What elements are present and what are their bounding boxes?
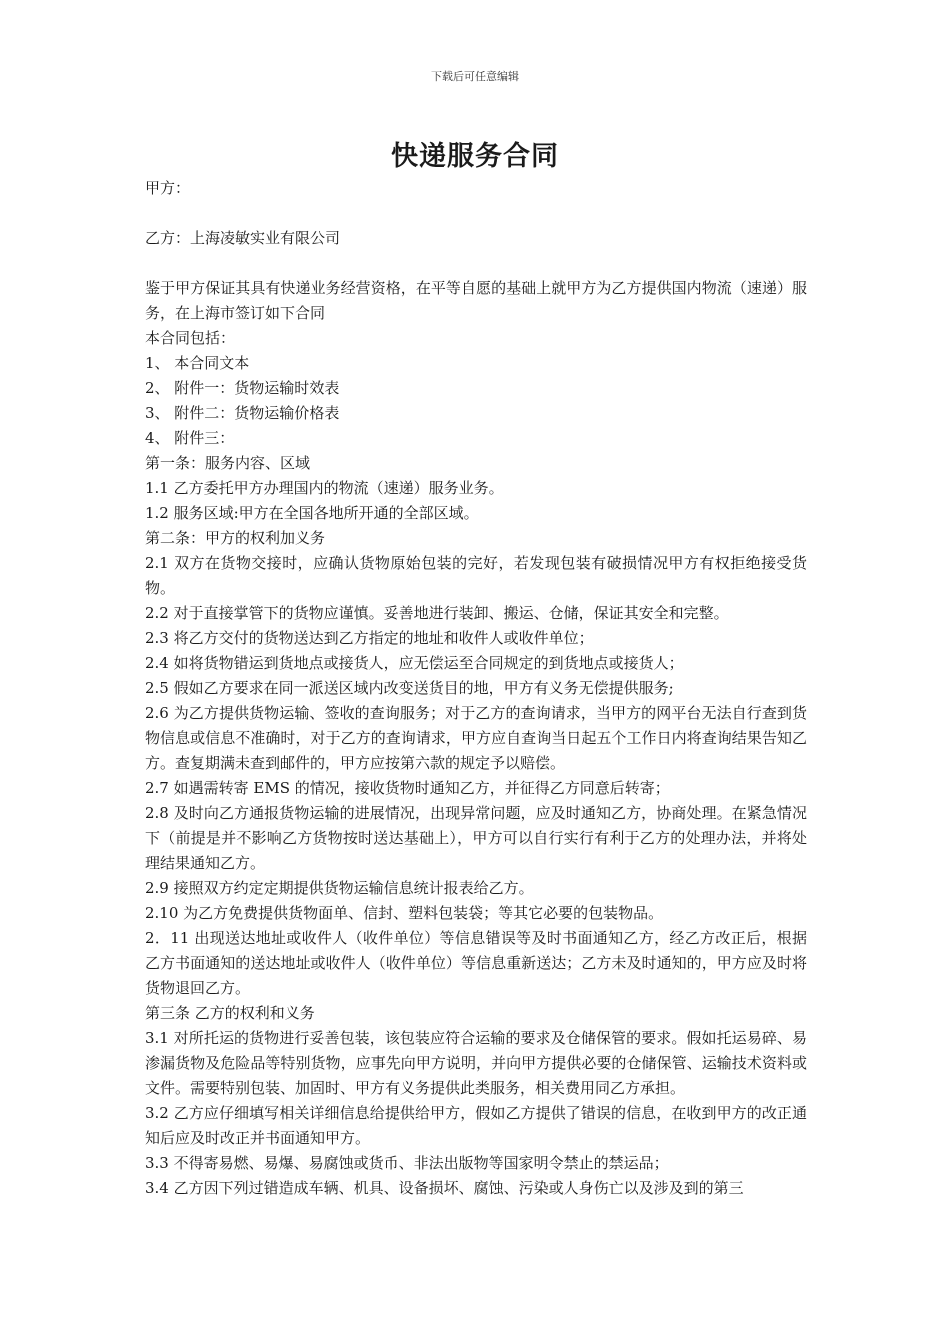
contract-includes-heading: 本合同包括：: [145, 329, 236, 347]
document-body: [145, 176, 807, 1201]
clause-2-4: 2.4 如将货物错运到货地点或接货人，应无偿运至合同规定的到货地点或接货人；: [145, 654, 684, 672]
list-item: 3、 附件二：货物运输价格表: [145, 404, 340, 422]
clause-3-4: 3.4 乙方因下列过错造成车辆、机具、设备损坏、腐蚀、污染或人身伤亡以及涉及到的第三: [145, 1179, 744, 1197]
clause-1-1: 1.1 乙方委托甲方办理国内的物流（速递）服务业务。: [145, 479, 504, 497]
clause-2-11: 2．11 出现送达地址或收件人（收件单位）等信息错误等及时书面通知乙方，经乙方改正后，根据乙方书面通知的送达地址或收件人（收件单位）等信息重新送达；乙方未及时通知的，甲方应及时将货物退回乙方。: [145, 929, 807, 997]
clause-2-7: 2.7 如遇需转寄 EMS 的情况，接收货物时通知乙方，并征得乙方同意后转寄；: [145, 779, 670, 797]
preamble-paragraph: 鉴于甲方保证其具有快递业务经营资格，在平等自愿的基础上就甲方为乙方提供国内物流（速递）服务，在上海市签订如下合同: [145, 279, 807, 322]
list-item: 4、 附件三：: [145, 429, 235, 447]
clause-2-5: 2.5 假如乙方要求在同一派送区域内改变送货目的地，甲方有义务无偿提供服务;: [145, 679, 674, 697]
list-item: 1、 本合同文本: [145, 354, 250, 372]
party-b-line: 乙方：上海凌敏实业有限公司: [145, 229, 341, 247]
clause-2-8: 2.8 及时向乙方通报货物运输的进展情况，出现异常问题，应及时通知乙方，协商处理。在紧急情况下（前提是并不影响乙方货物按时送达基础上），甲方可以自行实行有利于乙方的处理办法，并将处理结果通知乙方。: [145, 804, 807, 872]
clause-2-10: 2.10 为乙方免费提供货物面单、信封、塑料包装袋；等其它必要的包装物品。: [145, 904, 664, 922]
clause-3-1: 3.1 对所托运的货物进行妥善包装，该包装应符合运输的要求及仓储保管的要求。假如托运易碎、易渗漏货物及危险品等特别货物，应事先向甲方说明，并向甲方提供必要的仓储保管、运输技术资料或文件。需要特别包装、加固时、甲方有义务提供此类服务，相关费用同乙方承担。: [145, 1029, 807, 1097]
clause-2-6: 2.6 为乙方提供货物运输、签收的查询服务；对于乙方的查询请求，当甲方的网平台无法自行查到货物信息或信息不准确时，对于乙方的查询请求，甲方应自查询当日起五个工作日内将查询结果告知乙方。查复期满未查到邮件的，甲方应按第六款的规定予以赔偿。: [145, 704, 807, 772]
article-3-heading: 第三条 乙方的权利和义务: [145, 1004, 315, 1022]
party-a-line: 甲方：: [145, 179, 191, 197]
clause-1-2: 1.2 服务区域:甲方在全国各地所开通的全部区域。: [145, 504, 479, 522]
clause-2-2: 2.2 对于直接掌管下的货物应谨慎。妥善地进行装卸、搬运、仓储，保证其安全和完整。: [145, 604, 729, 622]
blank-line: [145, 251, 807, 276]
article-2-heading: 第二条：甲方的权利加义务: [145, 529, 326, 547]
clause-3-3: 3.3 不得寄易燃、易爆、易腐蚀或货币、非法出版物等国家明令禁止的禁运品；: [145, 1154, 669, 1172]
clause-2-9: 2.9 接照双方约定定期提供货物运输信息统计报表给乙方。: [145, 879, 534, 897]
page-header-note: 下载后可任意编辑: [431, 70, 519, 83]
clause-3-2: 3.2 乙方应仔细填写相关详细信息给提供给甲方，假如乙方提供了错误的信息，在收到甲方的改正通知后应及时改正并书面通知甲方。: [145, 1104, 807, 1147]
blank-line: [145, 201, 807, 226]
article-1-heading: 第一条：服务内容、区域: [145, 454, 311, 472]
list-item: 2、 附件一：货物运输时效表: [145, 379, 340, 397]
clause-2-3: 2.3 将乙方交付的货物送达到乙方指定的地址和收件人或收件单位；: [145, 629, 594, 647]
clause-2-1: 2.1 双方在货物交接时，应确认货物原始包装的完好，若发现包装有破损情况甲方有权拒绝接受货物。: [145, 554, 807, 597]
document-title: 快递服务合同: [391, 141, 559, 172]
